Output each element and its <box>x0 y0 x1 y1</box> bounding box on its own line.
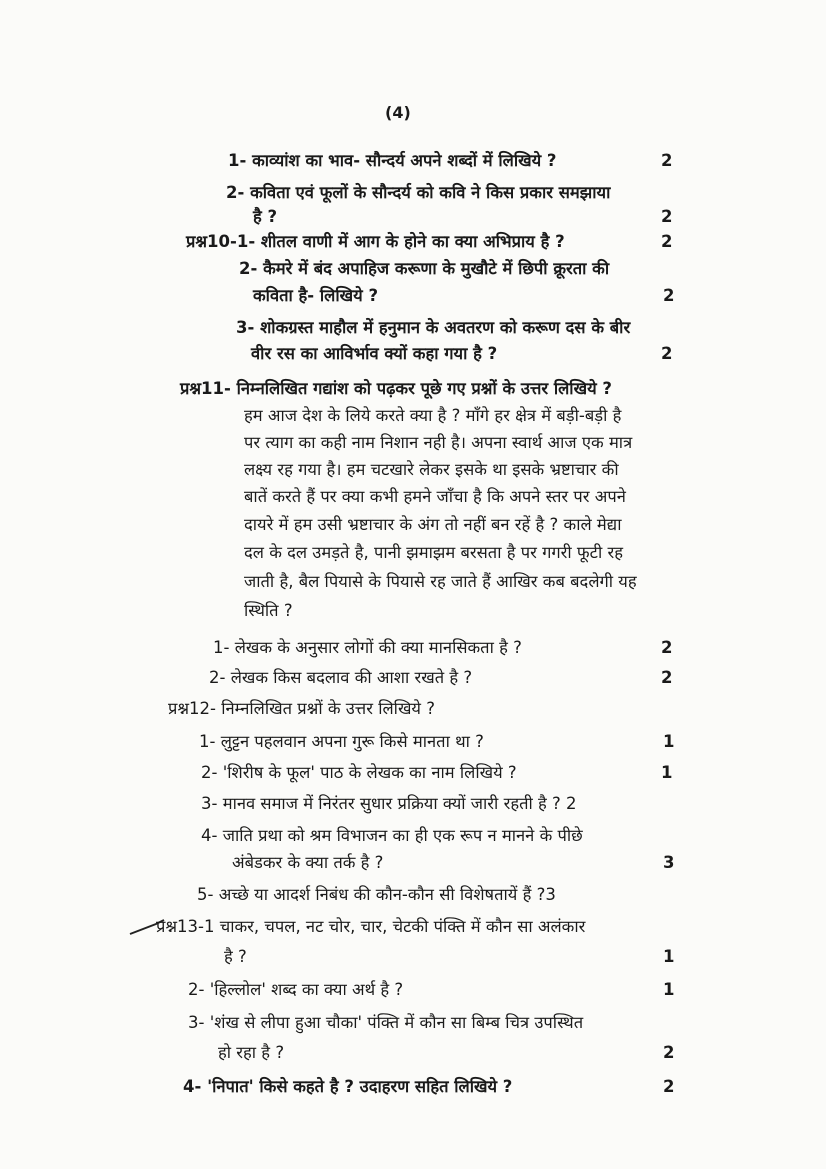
passage-line: जाती है, बैल पियासे के पियासे रह जाते हैं आखिर कब बदलेगी यह <box>244 572 637 591</box>
question-line: प्रश्न11- निम्नलिखित गद्यांश को पढ़कर पूछे गए प्रश्नों के उत्तर लिखिये ? <box>180 379 612 398</box>
marks-value: 1 <box>663 732 675 751</box>
question-line: 3- 'शंख से लीपा हुआ चौका' पंक्ति में कौन सा बिम्ब चित्र उपस्थित <box>188 1013 584 1032</box>
marks-value: 2 <box>661 344 673 363</box>
marks-value: 2 <box>663 286 675 305</box>
question-line: 1- लेखक के अनुसार लोगों की क्या मानसिकता है ? <box>213 638 522 657</box>
question-line: प्रश्न10-1- शीतल वाणी में आग के होने का क्या अभिप्राय है ? <box>186 232 565 251</box>
question-line: 2- कैमरे में बंद अपाहिज करूणा के मुखौटे में छिपी क्रूरता की <box>239 259 610 278</box>
marks-value: 3 <box>663 853 675 872</box>
marks-value: 2 <box>661 638 673 657</box>
question-line: अंबेडकर के क्या तर्क है ? <box>232 853 384 872</box>
marks-value: 2 <box>661 207 673 226</box>
marks-value: 2 <box>663 1043 675 1062</box>
question-line: 2- लेखक किस बदलाव की आशा रखते है ? <box>209 668 473 687</box>
question-line: 4- जाति प्रथा को श्रम विभाजन का ही एक रूप न मानने के पीछे <box>201 826 583 845</box>
passage-line: दायरे में हम उसी भ्रष्टाचार के अंग तो नहीं बन रहें है ? काले मेद्या <box>244 515 622 534</box>
passage-line: दल के दल उमड़ते है, पानी झमाझम बरसता है पर गगरी फूटी रह <box>244 543 623 562</box>
marks-value: 2 <box>661 232 673 251</box>
question-line: कविता है- लिखिये ? <box>253 286 379 305</box>
question-line: प्रश्न13-1 चाकर, चपल, नट चोर, चार, चेटकी पंक्ति में कौन सा अलंकार <box>156 917 586 936</box>
question-line: 3- मानव समाज में निरंतर सुधार प्रक्रिया क्यों जारी रहती है ? 2 <box>201 794 577 813</box>
passage-line: बातें करते हैं पर क्या कभी हमने जाँचा है कि अपने स्तर पर अपने <box>244 487 626 506</box>
question-line: 2- कविता एवं फूलों के सौन्दर्य को कवि ने किस प्रकार समझाया <box>226 183 611 202</box>
page-number: (4) <box>385 103 411 122</box>
marks-value: 2 <box>661 668 673 687</box>
question-line: 1- काव्यांश का भाव- सौन्दर्य अपने शब्दों में लिखिये ? <box>228 151 557 170</box>
question-line: 2- 'हिल्लोल' शब्द का क्या अर्थ है ? <box>188 980 404 999</box>
question-line: है ? <box>224 947 247 966</box>
passage-line: स्थिति ? <box>244 601 293 620</box>
question-line: हो रहा है ? <box>218 1043 285 1062</box>
passage-line: हम आज देश के लिये करते क्या है ? माँगे हर क्षेत्र में बड़ी-बड़ी है <box>244 406 622 425</box>
question-line: 4- 'निपात' किसे कहते है ? उदाहरण सहित लिखिये ? <box>183 1077 513 1096</box>
marks-value: 1 <box>661 763 673 782</box>
question-line: है ? <box>253 207 278 226</box>
marks-value: 2 <box>663 1077 675 1096</box>
passage-line: पर त्याग का कही नाम निशान नही है। अपना स्वार्थ आज एक मात्र <box>244 433 633 452</box>
question-line: 5- अच्छे या आदर्श निबंध की कौन-कौन सी विशेषतायें हैं ?3 <box>197 885 556 904</box>
marks-value: 1 <box>663 947 675 966</box>
question-line: प्रश्न12- निम्नलिखित प्रश्नों के उत्तर लिखिये ? <box>168 699 436 718</box>
marks-value: 2 <box>661 151 673 170</box>
passage-line: लक्ष्य रह गया है। हम चटखारे लेकर इसके था इसके भ्रष्टाचार की <box>244 460 619 479</box>
question-line: वीर रस का आविर्भाव क्यों कहा गया है ? <box>251 344 498 363</box>
question-line: 2- 'शिरीष के फूल' पाठ के लेखक का नाम लिखिये ? <box>201 763 517 782</box>
question-line: 1- लुट्टन पहलवान अपना गुरू किसे मानता था ? <box>199 732 484 751</box>
question-line: 3- शोकग्रस्त माहौल में हनुमान के अवतरण को करूण दस के बीर <box>236 318 631 337</box>
marks-value: 1 <box>663 980 675 999</box>
